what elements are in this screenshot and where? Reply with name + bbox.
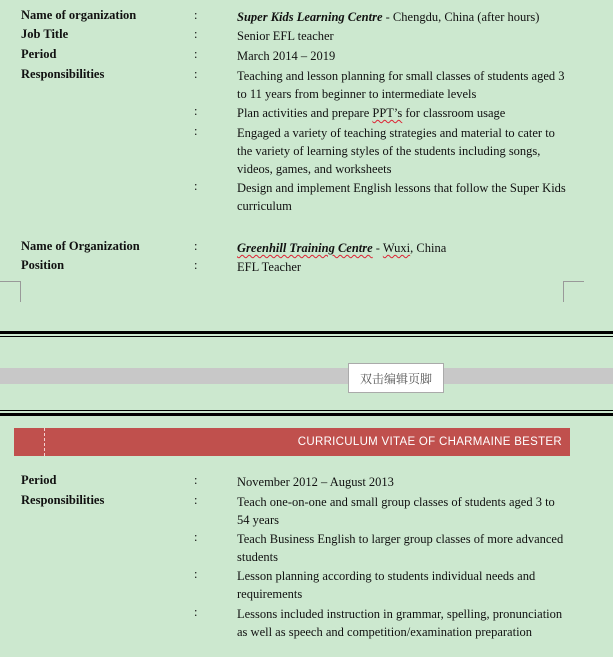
org2-location-suffix: , China — [410, 241, 447, 255]
header-banner-text: CURRICULUM VITAE OF CHARMAINE BESTER — [297, 436, 562, 448]
colon: : — [194, 605, 198, 619]
org2-value — [237, 239, 569, 257]
org-name: Super Kids Learning Centre — [237, 10, 383, 24]
org2-location-prefix: - — [372, 241, 383, 255]
page-edge-line — [0, 331, 613, 334]
page-edge-line — [0, 413, 613, 416]
resp2-label: Responsibilities — [21, 493, 105, 507]
resp-item: Teach Business English to larger group classes of more advanced students — [237, 532, 564, 564]
period2-label: Period — [21, 473, 57, 487]
colon: : — [194, 567, 198, 581]
org2-location-city: Wuxi — [382, 241, 411, 255]
job-label: Job Title — [21, 27, 69, 41]
org2-label: Name of Organization — [21, 239, 140, 253]
page-edge-line — [0, 410, 613, 411]
page-edge-line — [0, 336, 613, 337]
org-label: Name of organization — [21, 8, 137, 22]
colon: : — [194, 493, 198, 507]
resp-item: Plan activities and prepare PPT’s for classroom usage — [237, 106, 506, 120]
job-value: Senior EFL teacher — [237, 29, 334, 43]
colon: : — [194, 104, 198, 118]
margin-corner-mark — [563, 281, 584, 302]
resp-item: Design and implement English lessons that follow the Super Kids curriculum — [237, 181, 566, 213]
period-value: March 2014 – 2019 — [237, 49, 336, 63]
page-gap — [0, 368, 613, 384]
colon: : — [194, 8, 198, 22]
header-banner[interactable] — [14, 428, 570, 456]
resp-label: Responsibilities — [21, 67, 105, 81]
colon: : — [194, 27, 198, 41]
resp-item: Teaching and lesson planning for small classes of students aged 3 to 11 years from beginner to intermediate levels — [237, 69, 565, 101]
org-location: - Chengdu, China (after hours) — [382, 10, 540, 24]
period-label: Period — [21, 47, 57, 61]
resp-item: Lesson planning according to students individual needs and requirements — [237, 569, 536, 601]
period2-value: November 2012 – August 2013 — [237, 475, 394, 489]
position-value: EFL Teacher — [237, 260, 302, 274]
edit-footer-button[interactable]: 双击编辑页脚 — [348, 363, 444, 393]
position-label: Position — [21, 258, 65, 272]
colon: : — [194, 258, 198, 272]
colon: : — [194, 47, 198, 61]
colon: : — [194, 530, 198, 544]
org-value — [237, 8, 569, 26]
header-banner-accent — [14, 428, 45, 456]
colon: : — [194, 124, 198, 138]
resp-item: Engaged a variety of teaching strategies and material to cater to the variety of learning styles of the students including songs, videos, games, and worksheets — [237, 126, 555, 176]
colon: : — [194, 67, 198, 81]
colon: : — [194, 473, 198, 487]
colon: : — [194, 239, 198, 253]
org2-name: Greenhill Training Centre — [237, 241, 373, 255]
colon: : — [194, 179, 198, 193]
resp-item: Lessons included instruction in grammar, spelling, pronunciation as well as speech and competition/examination preparation — [237, 607, 563, 639]
margin-corner-mark — [0, 281, 21, 302]
resp-item: Teach one-on-one and small group classes of students aged 3 to 54 years — [237, 495, 555, 527]
